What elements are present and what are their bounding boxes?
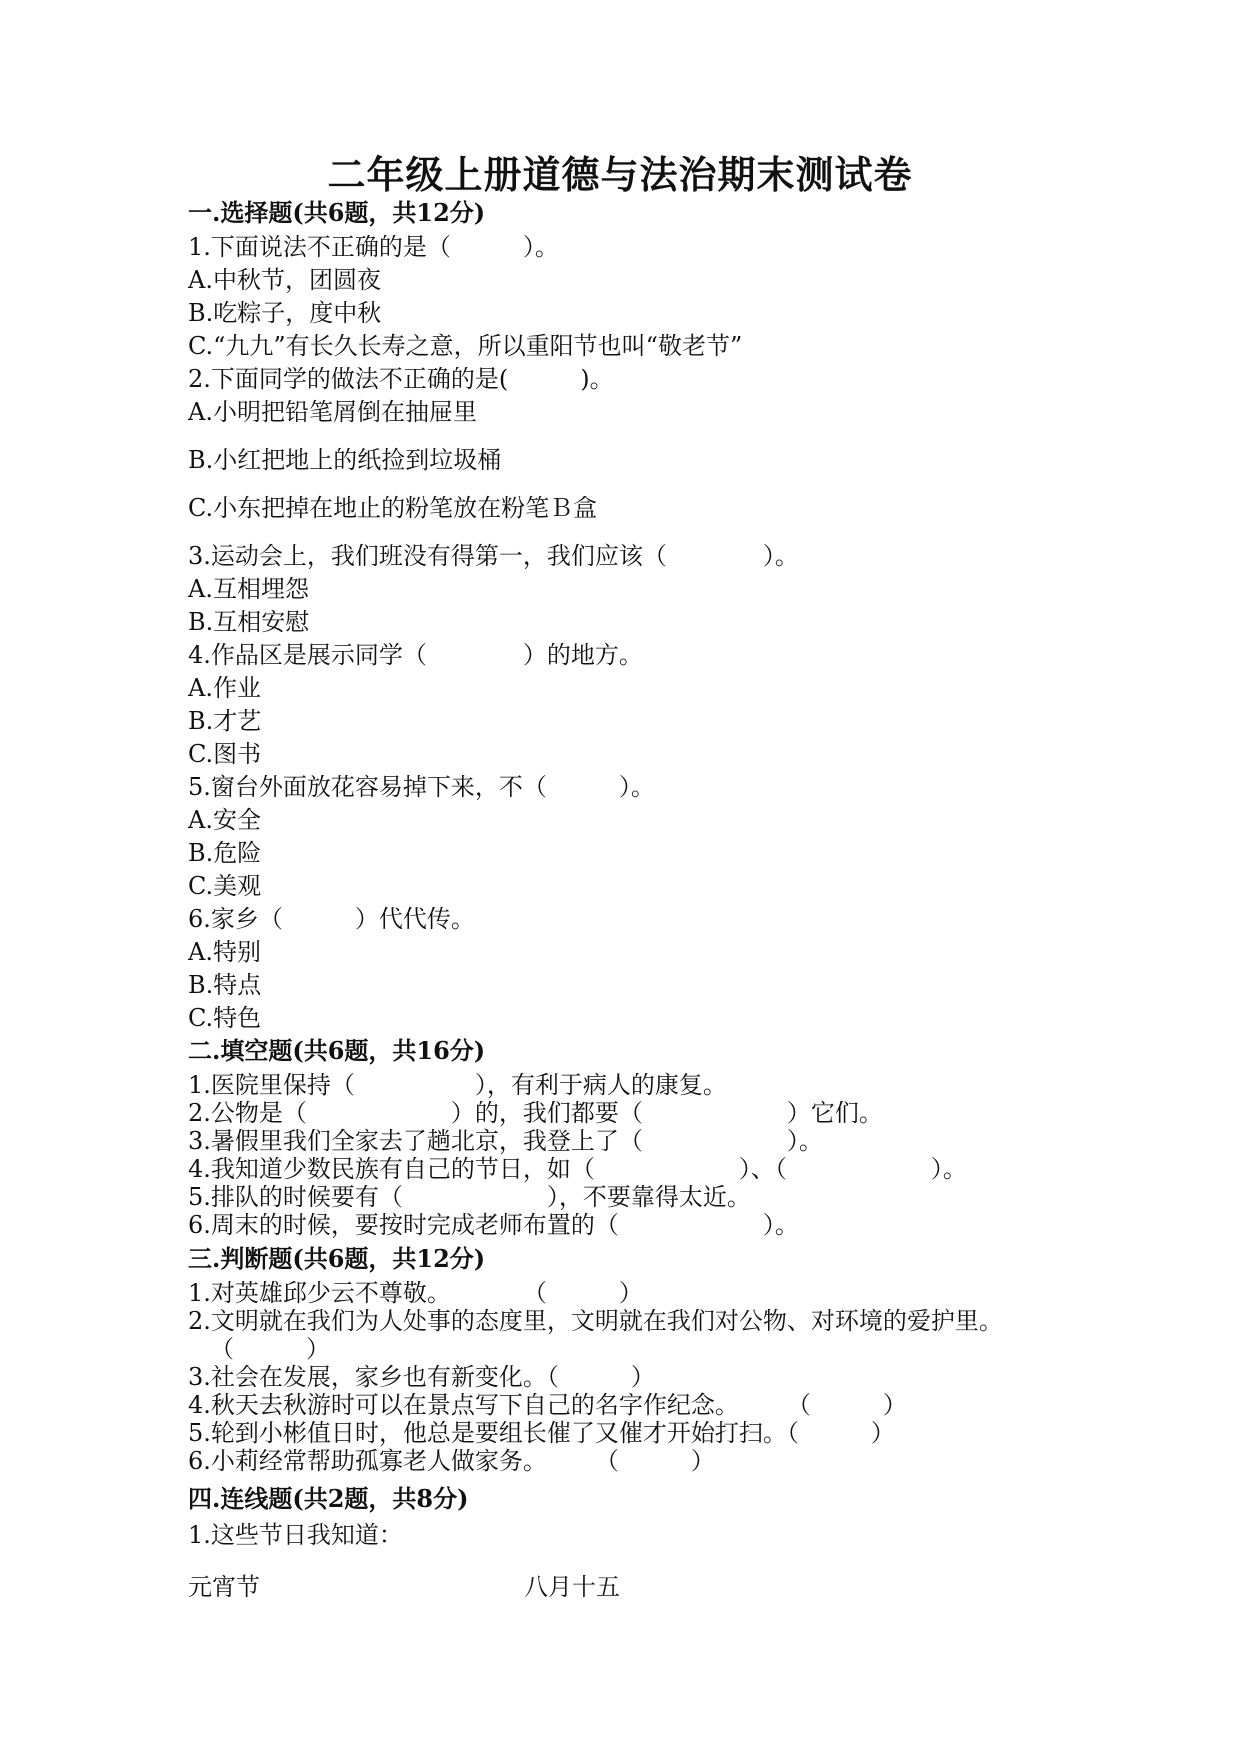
fill-item: 2.公物是（ ）的，我们都要（ ）它们。 bbox=[188, 1099, 883, 1127]
fill-item: 6.周末的时候，要按时完成老师布置的（ ）。 bbox=[188, 1211, 799, 1239]
fill-item: 3.暑假里我们全家去了趟北京，我登上了（ ）。 bbox=[188, 1127, 823, 1155]
match-left-item: 元宵节 bbox=[188, 1573, 260, 1601]
option: C.特色 bbox=[188, 1004, 262, 1032]
judge-item: 5.轮到小彬值日时，他总是要组长催了又催才开始打扫。（ ） bbox=[188, 1419, 895, 1447]
fill-item: 4.我知道少数民族有自己的节日，如（ ）、（ ）。 bbox=[188, 1155, 967, 1183]
judge-item: 2.文明就在我们为人处事的态度里，文明就在我们对公物、对环境的爱护里。 bbox=[188, 1307, 1003, 1335]
match-right-item: 八月十五 bbox=[524, 1573, 620, 1601]
question-stem: 2.下面同学的做法不正确的是( )。 bbox=[188, 365, 614, 393]
question-stem: 3.运动会上，我们班没有得第一，我们应该（ ）。 bbox=[188, 542, 799, 570]
judge-item: 1.对英雄邱少云不尊敬。 （ ） bbox=[188, 1279, 643, 1307]
section-header-fill: 二.填空题(共6题，共16分) bbox=[188, 1036, 486, 1065]
option: B.危险 bbox=[188, 839, 262, 867]
question-stem: 5.窗台外面放花容易掉下来，不（ ）。 bbox=[188, 773, 655, 801]
option: A.小明把铅笔屑倒在抽屉里 bbox=[188, 398, 477, 426]
option: C.小东把掉在地止的粉笔放在粉笔Ｂ盒 bbox=[188, 494, 598, 522]
section-header-choice: 一.选择题(共6题，共12分) bbox=[188, 198, 486, 227]
option: A.作业 bbox=[188, 674, 261, 702]
page-title: 二年级上册道德与法治期末测试卷 bbox=[327, 152, 913, 197]
section-header-match: 四.连线题(共2题，共8分) bbox=[188, 1484, 469, 1513]
question-stem: 4.作品区是展示同学（ ）的地方。 bbox=[188, 641, 643, 669]
option: B.小红把地上的纸捡到垃圾桶 bbox=[188, 446, 502, 474]
option: A.特别 bbox=[188, 938, 261, 966]
option: B.吃粽子，度中秋 bbox=[188, 299, 382, 327]
judge-item-bracket: （ ） bbox=[210, 1335, 330, 1363]
option: A.安全 bbox=[188, 806, 261, 834]
option: C.美观 bbox=[188, 872, 262, 900]
section-header-judge: 三.判断题(共6题，共12分) bbox=[188, 1244, 486, 1273]
option: B.特点 bbox=[188, 971, 262, 999]
judge-item: 3.社会在发展，家乡也有新变化。（ ） bbox=[188, 1363, 655, 1391]
option: A.互相埋怨 bbox=[188, 575, 309, 603]
question-stem: 1.这些节日我知道： bbox=[188, 1521, 403, 1549]
option: B.互相安慰 bbox=[188, 608, 310, 636]
fill-item: 5.排队的时候要有（ ），不要靠得太近。 bbox=[188, 1183, 751, 1211]
question-stem: 6.家乡（ ）代代传。 bbox=[188, 905, 475, 933]
option: C.“九九”有长久长寿之意，所以重阳节也叫“敬老节” bbox=[188, 332, 743, 360]
judge-item: 6.小莉经常帮助孤寡老人做家务。 （ ） bbox=[188, 1447, 715, 1475]
fill-item: 1.医院里保持（ ），有利于病人的康复。 bbox=[188, 1071, 727, 1099]
option: A.中秋节，团圆夜 bbox=[188, 266, 381, 294]
option: C.图书 bbox=[188, 740, 262, 768]
judge-item: 4.秋天去秋游时可以在景点写下自己的名字作纪念。 （ ） bbox=[188, 1391, 907, 1419]
question-stem: 1.下面说法不正确的是（ ）。 bbox=[188, 233, 559, 261]
option: B.才艺 bbox=[188, 707, 262, 735]
